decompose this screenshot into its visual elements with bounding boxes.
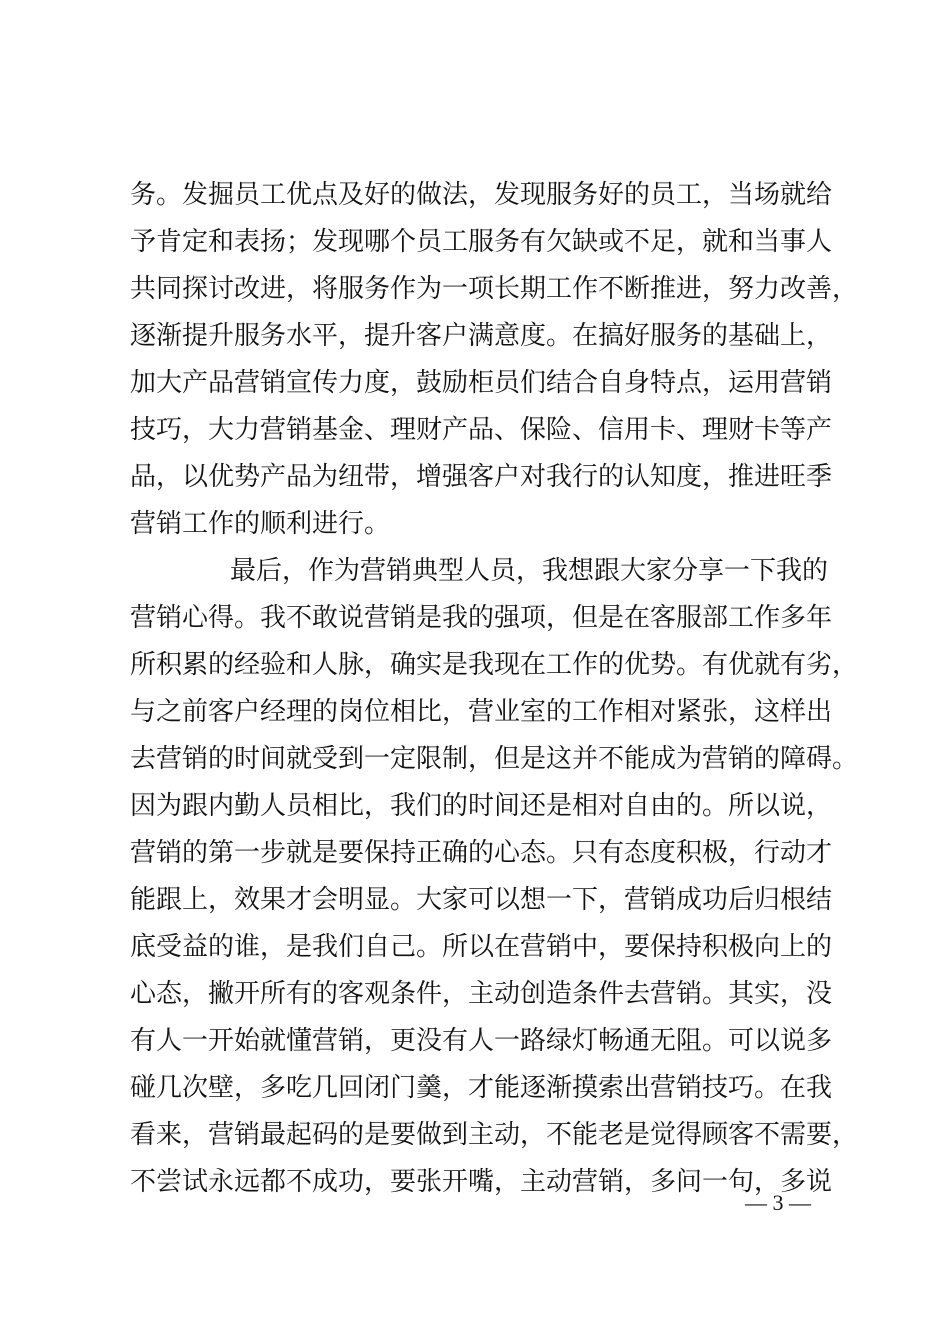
paragraph-2-line: 有人一开始就懂营销，更没有人一路绿灯畅通无阻。可以说多 <box>130 1026 833 1056</box>
page-number: — 3 — <box>745 1190 811 1215</box>
paragraph-2-line: 碰几次壁，多吃几回闭门羹，才能逐渐摸索出营销技巧。在我 <box>130 1073 833 1103</box>
paragraph-2-line: 看来，营销最起码的是要做到主动，不能老是觉得顾客不需要， <box>130 1120 859 1150</box>
paragraph-1-line: 营销工作的顺利进行。 <box>130 509 391 539</box>
body-text <box>130 172 859 1206</box>
paragraph-2-first-line: 最后，作为营销典型人员，我想跟大家分享一下我的 <box>230 556 829 586</box>
paragraph-2-line: 所积累的经验和人脉，确实是我现在工作的优势。有优就有劣， <box>130 650 859 680</box>
paragraph-2-line: 心态，撇开所有的客观条件，主动创造条件去营销。其实，没 <box>130 979 833 1009</box>
paragraph-2-line: 因为跟内勤人员相比，我们的时间还是相对自由的。所以说， <box>130 791 833 821</box>
paragraph-1-line: 技巧，大力营销基金、理财产品、保险、信用卡、理财卡等产 <box>130 415 833 445</box>
paragraph-1-line: 加大产品营销宣传力度，鼓励柜员们结合自身特点，运用营销 <box>130 368 833 398</box>
paragraph-1-line: 品，以优势产品为纽带，增强客户对我行的认知度，推进旺季 <box>130 462 833 492</box>
paragraph-1-line: 共同探讨改进，将服务作为一项长期工作不断推进，努力改善， <box>130 274 859 304</box>
paragraph-2-line: 营销心得。我不敢说营销是我的强项，但是在客服部工作多年 <box>130 603 833 633</box>
paragraph-2-line: 与之前客户经理的岗位相比，营业室的工作相对紧张，这样出 <box>130 697 833 727</box>
paragraph-1-line: 予肯定和表扬；发现哪个员工服务有欠缺或不足，就和当事人 <box>130 227 833 257</box>
paragraph-1-line: 务。发掘员工优点及好的做法，发现服务好的员工，当场就给 <box>130 180 833 210</box>
paragraph-2-line: 不尝试永远都不成功，要张开嘴，主动营销，多问一句，多说 <box>130 1167 833 1197</box>
paragraph-2-line: 底受益的谁，是我们自己。所以在营销中，要保持积极向上的 <box>130 932 833 962</box>
paragraph-2-line: 去营销的时间就受到一定限制，但是这并不能成为营销的障碍。 <box>130 744 859 774</box>
paragraph-1-line: 逐渐提升服务水平，提升客户满意度。在搞好服务的基础上， <box>130 321 833 351</box>
paragraph-2-line: 能跟上，效果才会明显。大家可以想一下，营销成功后归根结 <box>130 885 833 915</box>
paragraph-2-line: 营销的第一步就是要保持正确的心态。只有态度积极，行动才 <box>130 838 833 868</box>
